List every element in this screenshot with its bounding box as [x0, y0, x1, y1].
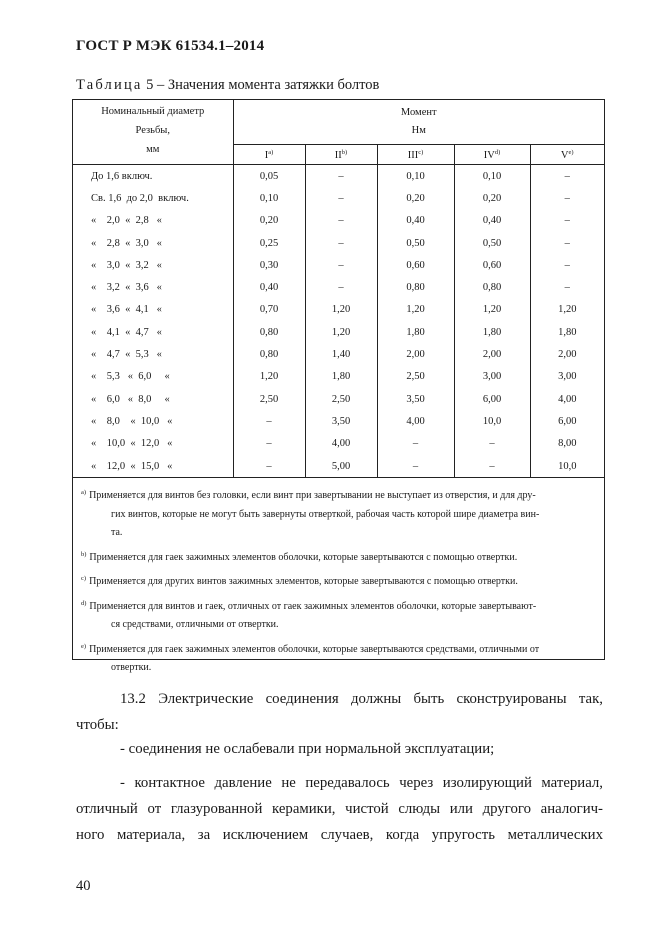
moment-cell: 1,20	[558, 304, 577, 316]
table-caption	[76, 77, 379, 94]
diameter-cell: « 12,0 « 15,0 «	[73, 455, 233, 478]
moment-cell: 1,20	[377, 299, 454, 321]
paragraph-line: - контактное давление не передавалось через изолирующий материал,	[120, 775, 603, 791]
table-row	[73, 388, 604, 410]
diameter-cell: До 1,6 включ.	[73, 165, 233, 188]
moment-cell: 1,20	[305, 321, 377, 343]
moment-cell: 6,00	[454, 388, 530, 410]
moment-cell: 0,60	[454, 254, 530, 276]
paragraph-line: отличный от глазурованной керамики, чистой слюды или другого аналогич-	[76, 801, 603, 817]
moment-cell: 3,50	[377, 388, 454, 410]
moment-cell: 0,25	[233, 232, 305, 254]
table-row	[73, 187, 604, 209]
caption-title: 5 – Значения момента затяжки болтов	[142, 77, 380, 93]
column-label: III	[407, 149, 419, 161]
moment-cell: 5,00	[305, 455, 377, 478]
table-row	[73, 232, 604, 254]
footnote-mark: d)	[81, 599, 87, 607]
moment-cell: –	[305, 232, 377, 254]
moment-cell: 4,00	[305, 433, 377, 455]
table-row	[73, 165, 604, 188]
diameter-cell: « 2,8 « 3,0 «	[73, 232, 233, 254]
moment-cell: 3,00	[558, 371, 577, 383]
diameter-cell: « 3,6 « 4,1 «	[73, 299, 233, 321]
table-row	[73, 254, 604, 276]
diameter-cell: « 2,0 « 2,8 «	[73, 210, 233, 232]
moment-cell: –	[564, 170, 570, 182]
footnote-mark: b)	[81, 550, 87, 558]
diameter-cell: « 6,0 « 8,0 «	[73, 388, 233, 410]
moment-cell: 0,40	[377, 210, 454, 232]
column-label: II	[334, 149, 342, 161]
column-label: I	[264, 149, 269, 161]
moment-cell: –	[377, 433, 454, 455]
moment-cell: 2,50	[377, 366, 454, 388]
nominal-diameter-header	[73, 100, 233, 165]
moment-cell: 0,50	[377, 232, 454, 254]
diameter-cell: « 3,0 « 3,2 «	[73, 254, 233, 276]
moment-cell: 0,80	[377, 276, 454, 298]
moment-cell: 0,40	[233, 276, 305, 298]
moment-cell: –	[564, 259, 570, 271]
footnote	[81, 546, 601, 568]
footnote-text: Применяется для гаек зажимных элементов оболочки, которые завертываются средствами, отличными от	[89, 643, 540, 655]
header-line: Нм	[411, 125, 426, 136]
moment-cell: 0,10	[377, 165, 454, 188]
table-row	[73, 366, 604, 388]
diameter-cell: « 8,0 « 10,0 «	[73, 410, 233, 432]
moment-cell: 0,60	[377, 254, 454, 276]
column-header	[454, 145, 530, 165]
moment-cell: 0,50	[454, 232, 530, 254]
moment-cell: 2,00	[377, 343, 454, 365]
moment-cell: 0,10	[233, 187, 305, 209]
moment-cell: 10,0	[454, 410, 530, 432]
table-row	[73, 276, 604, 298]
moment-cell: –	[305, 210, 377, 232]
moment-cell: 1,80	[305, 366, 377, 388]
footnote	[81, 595, 601, 635]
column-header	[530, 145, 604, 165]
torque-table	[73, 100, 604, 478]
header-line: Резьбы,	[135, 125, 170, 136]
moment-cell: –	[454, 455, 530, 478]
moment-cell: 1,20	[233, 366, 305, 388]
moment-cell: 4,00	[377, 410, 454, 432]
table-row	[73, 321, 604, 343]
table-notes	[81, 484, 601, 681]
table-row	[73, 210, 604, 232]
footnote-text: ся средствами, отличными от отвертки.	[111, 619, 279, 630]
footnote-text: Применяется для других винтов зажимных элементов, которые завертываются с помощью отвертки.	[89, 576, 518, 587]
moment-cell: 2,00	[454, 343, 530, 365]
moment-cell: –	[305, 254, 377, 276]
page-number: 40	[76, 878, 91, 894]
moment-cell: 1,20	[305, 299, 377, 321]
diameter-cell: « 4,1 « 4,7 «	[73, 321, 233, 343]
moment-cell: –	[305, 165, 377, 188]
moment-cell: –	[305, 187, 377, 209]
footnote-mark: e)	[568, 148, 574, 156]
diameter-cell: « 3,2 « 3,6 «	[73, 276, 233, 298]
moment-cell: –	[305, 276, 377, 298]
moment-cell: –	[454, 433, 530, 455]
table-row	[73, 343, 604, 365]
table-row	[73, 299, 604, 321]
moment-cell: 2,50	[305, 388, 377, 410]
moment-cell: –	[564, 215, 570, 227]
moment-cell: 6,00	[558, 415, 577, 427]
moment-cell: 0,80	[233, 343, 305, 365]
moment-cell: 3,00	[454, 366, 530, 388]
footnote-mark: a)	[81, 489, 87, 496]
table-row	[73, 455, 604, 478]
header-line: Номинальный диаметр	[101, 106, 205, 117]
column-header	[377, 145, 454, 165]
paragraph-line: ного материала, за исключением случаев, когда упругость металлических	[76, 827, 603, 843]
diameter-cell: « 4,7 « 5,3 «	[73, 343, 233, 365]
moment-cell: 0,80	[454, 276, 530, 298]
moment-cell: 2,00	[558, 349, 577, 361]
moment-cell: 1,80	[377, 321, 454, 343]
moment-cell: 1,40	[305, 343, 377, 365]
column-header	[233, 145, 305, 165]
moment-cell: –	[233, 410, 305, 432]
table-row	[73, 433, 604, 455]
footnote-text: Применяется для гаек зажимных элементов оболочки, которые завертываются с помощью отвертки.	[89, 551, 518, 563]
paragraph-line: чтобы:	[76, 717, 119, 733]
moment-cell: 0,20	[233, 210, 305, 232]
footnote-mark: e)	[81, 642, 87, 650]
moment-cell: 0,20	[377, 187, 454, 209]
footnote	[81, 484, 601, 543]
moment-cell: 0,05	[233, 165, 305, 188]
header-line: мм	[146, 144, 160, 155]
moment-cell: 0,80	[233, 321, 305, 343]
column-label: V	[560, 149, 569, 161]
moment-cell: 0,30	[233, 254, 305, 276]
footnote-mark: c)	[418, 148, 424, 156]
footnote-mark: a)	[268, 148, 274, 156]
section-13-2	[76, 686, 603, 738]
moment-cell: –	[233, 455, 305, 478]
moment-cell: –	[377, 455, 454, 478]
footnote-text: гих винтов, которые не могут быть завернуты отверткой, рабочая часть которой шире диаметра вин-	[111, 508, 540, 520]
footnote-text: отвертки.	[111, 662, 152, 673]
footnote-text: Применяется для винтов без головки, если винт при завертывании не выступает из отверстия, и для дру-	[89, 490, 536, 501]
footnote	[81, 570, 601, 592]
footnote-mark: d)	[494, 148, 501, 156]
footnote-text: та.	[111, 527, 123, 538]
paragraph-line: 13.2 Электрические соединения должны быть сконструированы так,	[120, 691, 603, 707]
list-item-contact-pressure	[76, 770, 603, 848]
header-line: Момент	[400, 107, 437, 118]
moment-cell: –	[564, 237, 570, 249]
moment-cell: 3,50	[305, 410, 377, 432]
footnote-text: Применяется для винтов и гаек, отличных от гаек зажимных элементов оболочки, которые завертывают-	[89, 600, 537, 612]
moment-cell: –	[564, 192, 570, 204]
moment-cell: –	[233, 433, 305, 455]
diameter-cell: « 10,0 « 12,0 «	[73, 433, 233, 455]
moment-cell: –	[564, 282, 570, 294]
moment-cell: 4,00	[558, 393, 577, 405]
moment-cell: 1,80	[558, 326, 577, 338]
moment-cell: 1,80	[454, 321, 530, 343]
caption-prefix: Таблица	[76, 77, 143, 93]
table-row	[73, 410, 604, 432]
moment-header	[233, 100, 604, 145]
column-label: IV	[483, 149, 495, 161]
torque-table-frame	[72, 99, 605, 673]
moment-cell: 8,00	[558, 438, 577, 450]
moment-cell: 0,70	[233, 299, 305, 321]
moment-cell: 1,20	[454, 299, 530, 321]
diameter-cell: Св. 1,6 до 2,0 включ.	[73, 187, 233, 209]
moment-cell: 0,20	[454, 187, 530, 209]
moment-cell: 10,0	[530, 455, 604, 478]
footnote	[81, 638, 601, 678]
moment-cell: 2,50	[233, 388, 305, 410]
diameter-cell: « 5,3 « 6,0 «	[73, 366, 233, 388]
column-header	[305, 145, 377, 165]
header-row	[73, 100, 604, 145]
document-id: ГОСТ Р МЭК 61534.1–2014	[76, 38, 265, 54]
moment-cell: 0,10	[454, 165, 530, 188]
footnote-mark: b)	[341, 148, 348, 156]
footnote-mark: c)	[81, 575, 87, 582]
moment-cell: 0,40	[454, 210, 530, 232]
list-item: - соединения не ослабевали при нормальной эксплуатации;	[120, 741, 495, 757]
